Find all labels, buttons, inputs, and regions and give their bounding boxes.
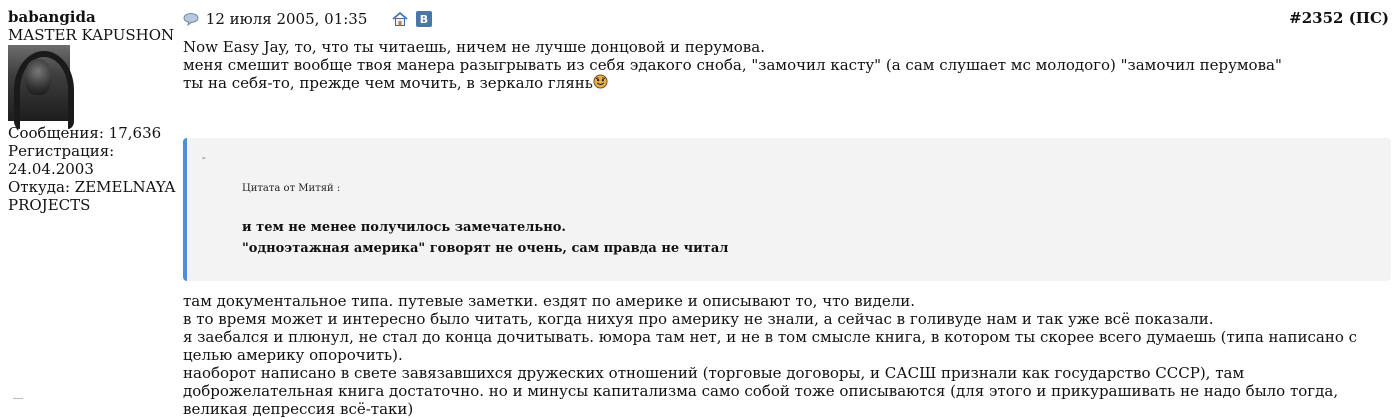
quote-block	[183, 138, 1391, 281]
quote-line: и тем не менее получилось замечательно.	[242, 220, 566, 235]
home-icon[interactable]	[392, 11, 408, 27]
user-post-count: Сообщения: 17,636	[8, 124, 162, 142]
user-registration-date: Регистрация: 24.04.2003	[8, 142, 115, 178]
avatar-face	[25, 59, 51, 95]
message-line: в то время может и интересно было читать, когда нихуя про америку не знали, а сейчас в голивуде нам и так уже всё показали.	[183, 310, 1214, 328]
vk-share-icon[interactable]	[416, 11, 432, 27]
user-info-panel	[8, 8, 180, 214]
speech-bubble-icon	[183, 11, 199, 27]
message-line-with-smiley	[183, 74, 1389, 92]
post-pm-label[interactable]: (ПС)	[1348, 9, 1389, 27]
post-header	[183, 8, 1389, 30]
post-date: 12 июля 2005, 01:35	[205, 10, 368, 28]
user-title: MASTER KAPUSHON	[8, 26, 175, 44]
message-line: наоборот написано в свете завязавшихся дружеских отношений (торговые договоры, и САСШ признали как государство СССР), там доброжелательная книга достаточно. но и минусы капитализма само собой тоже описываются (для этого и прикурашивать не надо было тогда, великая депрессия всё-таки)	[183, 364, 1339, 418]
message-line: я заебался и плюнул, не стал до конца дочитывать. юмора там нет, и не в том смысле книга, в котором ты скорее всего думаешь (типа написано с целью америку опорочить).	[183, 328, 1358, 364]
quote-dash: -	[202, 151, 206, 164]
message-line: Now Easy Jay, то, что ты читаешь, ничем не лучше донцовой и перумова.	[183, 38, 765, 56]
post-number-link[interactable]: #2352	[1289, 9, 1344, 27]
message-line-text: ты на себя-то, прежде чем мочить, в зеркало глянь	[183, 74, 593, 92]
post-number	[1289, 8, 1389, 28]
smiley-face-icon	[593, 74, 608, 89]
post-message	[183, 38, 1389, 418]
avatar[interactable]	[8, 45, 70, 121]
quote-line: "одноэтажная америка" говорят не очень, сам правда не читал	[242, 241, 729, 256]
message-after-quote	[183, 292, 1389, 418]
svg-text:В: В	[419, 13, 429, 26]
quote-text	[242, 217, 728, 259]
bottom-divider	[13, 398, 23, 399]
user-location: Откуда: ZEMELNAYA PROJECTS	[8, 178, 176, 214]
message-line: там документальное типа. путевые заметки. ездят по америке и описывают то, что видели.	[183, 292, 916, 310]
quote-author: Цитата от Митяй :	[242, 183, 341, 194]
message-line: меня смешит вообще твоя манера разыгрывать из себя эдакого сноба, "замочил касту" (а сам слушает мс молодого) "замочил перумова"	[183, 56, 1282, 74]
username-link[interactable]: babangida	[8, 8, 96, 26]
